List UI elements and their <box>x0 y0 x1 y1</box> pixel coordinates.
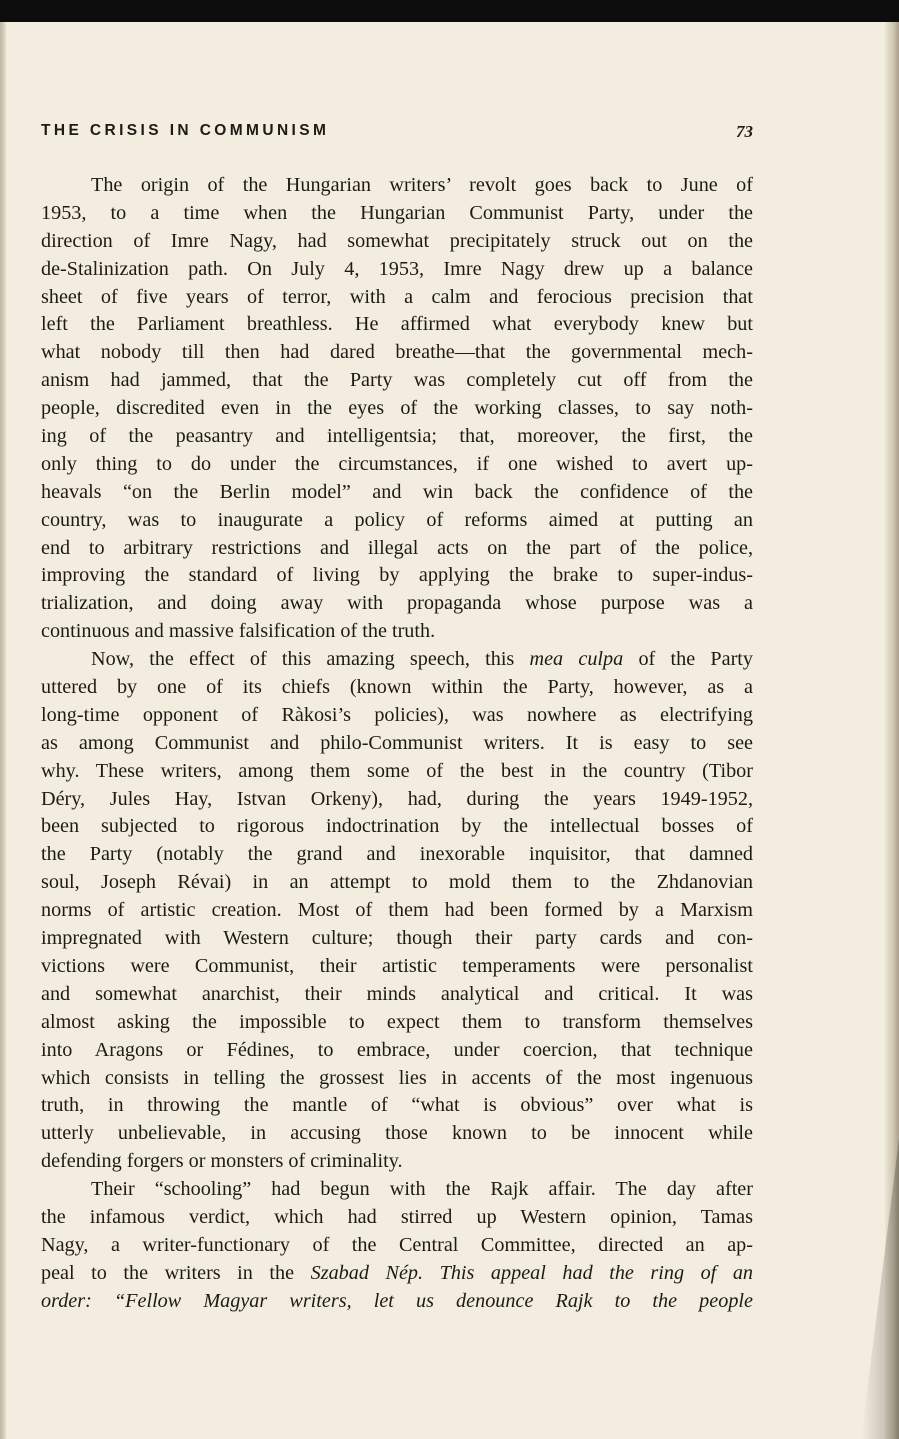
text-line: people, discredited even in the eyes of the working classes, to say noth- <box>41 397 753 420</box>
text-line: long-time opponent of Ràkosi’s policies), was nowhere as electrifying <box>41 703 753 726</box>
text-line: improving the standard of living by applying the brake to super-indus- <box>41 564 753 587</box>
text-line: as among Communist and philo-Communist writers. It is easy to see <box>41 731 753 754</box>
text-line: why. These writers, among them some of the best in the country (Tibor <box>41 759 753 782</box>
text-line: heavals “on the Berlin model” and win back the confidence of the <box>41 480 753 503</box>
italic-phrase: Szabad Nép. <box>310 1261 424 1284</box>
page-left-edge <box>0 22 6 1439</box>
text-line: anism had jammed, that the Party was completely cut off from the <box>41 369 753 392</box>
text-line: ing of the peasantry and intelligentsia; that, moreover, the first, the <box>41 425 753 448</box>
text-line: what nobody till then had dared breathe—that the governmental mech- <box>41 341 753 364</box>
text-line: only thing to do under the circumstances, if one wished to avert up- <box>41 452 753 475</box>
text-line: sheet of five years of terror, with a calm and ferocious precision that <box>41 285 753 308</box>
text-line: truth, in throwing the mantle of “what is obvious” over what is <box>41 1094 753 1117</box>
running-head <box>41 122 753 146</box>
text-line: the infamous verdict, which had stirred up Western opinion, Tamas <box>41 1205 753 1228</box>
italic-segment: This appeal had the ring of an <box>423 1261 753 1284</box>
body-text <box>41 172 753 1316</box>
text-line: Nagy, a writer-functionary of the Central Committee, directed an ap- <box>41 1233 753 1256</box>
text-line: victions were Communist, their artistic temperaments were personalist <box>41 954 753 977</box>
text-line: de-Stalinization path. On July 4, 1953, Imre Nagy drew up a balance <box>41 257 753 280</box>
text-line: trialization, and doing away with propaganda whose purpose was a <box>41 592 753 615</box>
text-line: and somewhat anarchist, their minds analytical and critical. It was <box>41 982 753 1005</box>
text-line: into Aragons or Fédines, to embrace, under coercion, that technique <box>41 1038 753 1061</box>
text-line: norms of artistic creation. Most of them had been formed by a Marxism <box>41 899 753 922</box>
text-line: continuous and massive falsification of the truth. <box>41 620 436 643</box>
text-line <box>41 1260 753 1288</box>
scan-top-border <box>0 0 899 22</box>
text-line: Their “schooling” had begun with the Rajk affair. The day after <box>91 1178 753 1201</box>
text-line <box>41 646 753 674</box>
text-line: country, was to inaugurate a policy of reforms aimed at putting an <box>41 508 753 531</box>
text-line: impregnated with Western culture; though their party cards and con- <box>41 927 753 950</box>
text-line: The origin of the Hungarian writers’ revolt goes back to June of <box>91 174 753 196</box>
text-segment: Now, the effect of this amazing speech, this <box>91 648 530 671</box>
text-line: soul, Joseph Révai) in an attempt to mold them to the Zhdanovian <box>41 871 753 894</box>
text-line: utterly unbelievable, in accusing those known to be innocent while <box>41 1122 753 1145</box>
text-line: uttered by one of its chiefs (known within the Party, however, as a <box>41 676 753 699</box>
text-line: which consists in telling the grossest lies in accents of the most ingenuous <box>41 1066 753 1089</box>
text-line: end to arbitrary restrictions and illegal acts on the part of the police, <box>41 536 753 559</box>
text-line: the Party (notably the grand and inexorable inquisitor, that damned <box>41 843 753 866</box>
text-line: defending forgers or monsters of criminality. <box>41 1150 403 1173</box>
text-line: 1953, to a time when the Hungarian Communist Party, under the <box>41 201 753 224</box>
text-line: order: “Fellow Magyar writers, let us denounce Rajk to the people <box>41 1289 753 1312</box>
text-segment: peal to the writers in the <box>41 1261 311 1284</box>
running-head-title: THE CRISIS IN COMMUNISM <box>41 122 330 139</box>
page-number: 73 <box>736 122 753 141</box>
text-line: been subjected to rigorous indoctrination by the intellectual bosses of <box>41 815 753 838</box>
text-segment: of the Party <box>623 648 753 671</box>
italic-phrase: mea culpa <box>529 648 624 671</box>
text-line: left the Parliament breathless. He affirmed what everybody knew but <box>41 313 753 336</box>
text-line: direction of Imre Nagy, had somewhat precipitately struck out on the <box>41 229 753 252</box>
text-line: almost asking the impossible to expect them to transform themselves <box>41 1010 753 1033</box>
text-line: Déry, Jules Hay, Istvan Orkeny), had, during the years 1949-1952, <box>41 787 753 810</box>
